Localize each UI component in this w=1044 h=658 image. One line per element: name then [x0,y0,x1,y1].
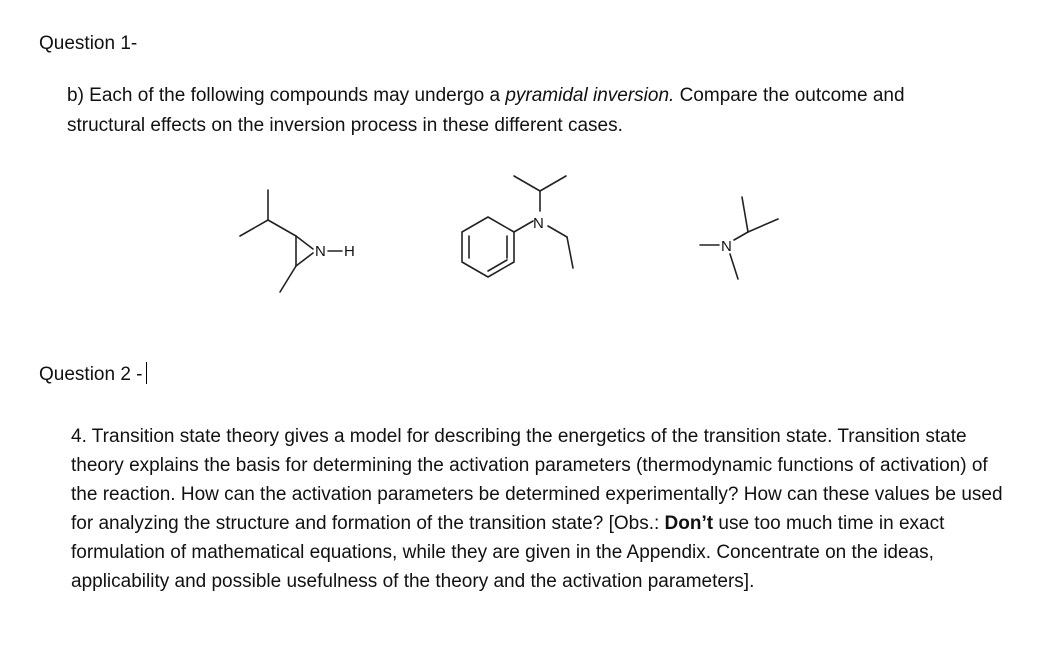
item-4-main: 4. Transition state theory gives a model for describing the energetics of the transition state. Transition state theory explains the basis for determining the activation parameters (thermodynamic functions of activation) of the reaction. How can the activation parameters be determined experimentally? How can these values be used for analyzing the structure and formation of the transition state? [Obs.: [71,426,1003,534]
question-2-heading-text: Question 2 - [39,364,143,385]
amine-n-label: N [721,238,732,255]
item-4-rest: use too much time in exact formulation of mathematical equations, while they are given in the Appendix. Concentrate on the ideas, applicability and possible usefulness of the theory and the activation parameters]. [71,513,945,592]
question-1-heading: Question 1- [39,33,138,54]
text-cursor [146,362,147,384]
question-2-item-4-text [71,422,1016,596]
question-1b-emphasis: pyramidal inversion. [505,85,675,106]
question-1b-text [67,81,967,141]
aniline-n-label: N [533,215,544,232]
aniline-structure [452,170,592,290]
question-1b-intro: b) Each of the following compounds may undergo a [67,85,506,106]
amine-structure [692,185,802,295]
question-2-heading [39,362,147,386]
question-1b-rest: Compare the outcome and structural effects on the inversion process in these different cases. [67,85,905,136]
aziridine-n-label: N [315,243,326,260]
aziridine-h-label: H [344,243,355,260]
item-4-bold: Don’t [664,513,714,534]
aziridine-structure [230,180,370,300]
